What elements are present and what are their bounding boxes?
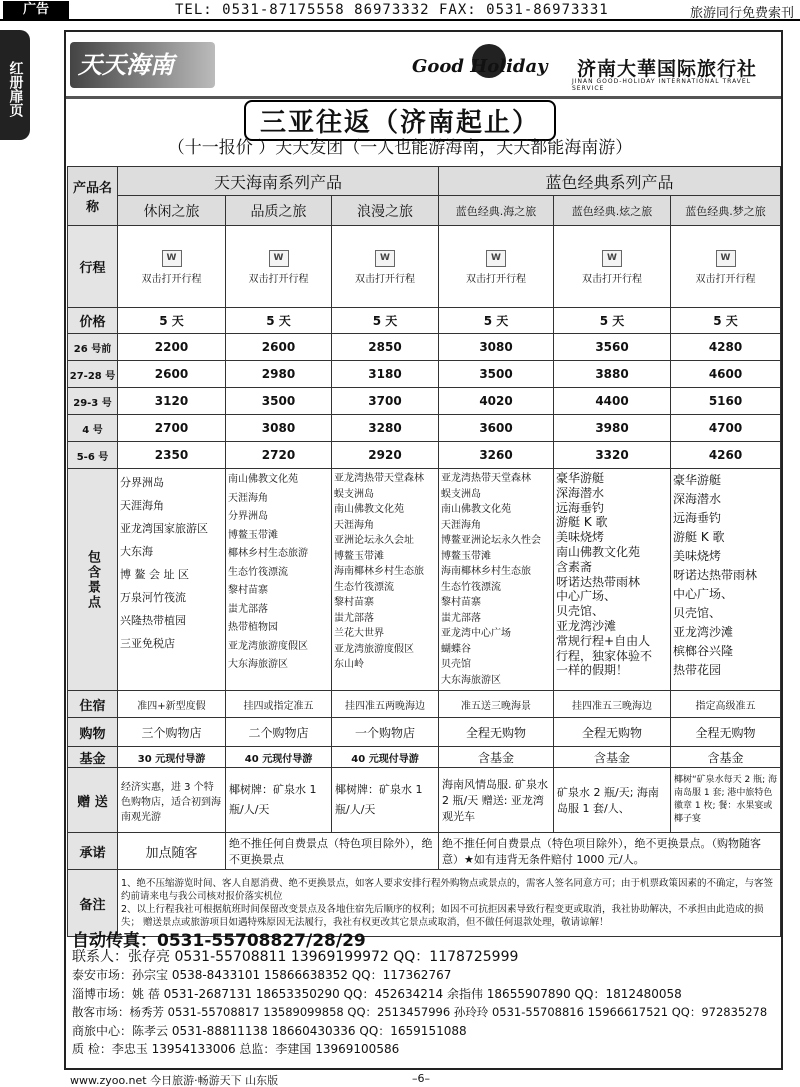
price-cell: 2350 [118, 442, 226, 469]
page-title-text: 三亚往返（济南起止） [244, 100, 556, 141]
index-label: 旅游同行免费索刊 [689, 6, 794, 21]
stay-cell: 指定高级准五 [671, 691, 781, 718]
spot-item: 美味烧烤 [556, 530, 605, 545]
price-cell: 3180 [332, 361, 439, 388]
price-cell: 3980 [554, 415, 671, 442]
spot-item: 天涯海角 [441, 519, 482, 531]
spot-item: 椰林乡村生态旅游 [228, 548, 308, 559]
row-header: 基金 [68, 747, 118, 768]
spot-item: 亚龙湾热带天堂森林 [334, 473, 424, 484]
product-name: 蓝色经典.海之旅 [439, 196, 554, 226]
duration-cell: 5 天 [118, 308, 226, 334]
contact-line: 淄博市场：姚 蓓 0531-2687131 18653350290 QQ：452634214 余指伟 18655907890 QQ：1812480058 [72, 986, 682, 1001]
doc-caption: 双击打开行程 [466, 273, 527, 285]
footer-site: www.zyoo.net 今日旅游·畅游天下 山东版 [70, 1074, 279, 1087]
group-header: 天天海南系列产品 [118, 167, 439, 196]
spot-item: 天涯海角 [334, 519, 374, 531]
spot-item: 贝壳馆、 [556, 604, 605, 619]
date-header: 27-28 号 [68, 361, 118, 388]
duration-cell: 5 天 [226, 308, 332, 334]
gift-cell: 矿泉水 2 瓶/天; 海南岛服 1 套/人、 [554, 768, 671, 833]
logo-english: Good Holiday [412, 56, 548, 77]
price-cell: 2600 [118, 361, 226, 388]
duration-cell: 5 天 [332, 308, 439, 334]
spot-item: 兴隆热带植园 [120, 614, 186, 627]
promise-cell: 绝不推任何自费景点（特色项目除外），绝不更换景点。（购物随客意）★如有违背无条件赔付 1000 元/人。 [439, 833, 781, 870]
spot-item: 分界洲岛 [228, 511, 268, 522]
price-cell: 2920 [332, 442, 439, 469]
price-cell: 3080 [439, 334, 554, 361]
good-holiday-logo [412, 40, 782, 90]
price-cell: 3260 [439, 442, 554, 469]
spot-item: 南山佛教文化苑 [441, 504, 512, 515]
spot-item: 蜈支洲岛 [334, 488, 374, 500]
ad-label: 广告 [3, 1, 69, 19]
itinerary-cell[interactable] [439, 226, 554, 308]
spot-item: 深海潜水 [556, 485, 605, 500]
spot-item: 东山岭 [334, 659, 364, 670]
spot-item: 行程，独家体验不 [556, 648, 653, 663]
spots-cell [118, 469, 226, 691]
spot-item: 生态竹筏漂流 [334, 581, 394, 593]
divider [66, 96, 781, 99]
contact-line: 泰安市场：孙宗宝 0538-8433101 15866638352 QQ：117362767 [72, 968, 452, 983]
spot-item: 蜈支洲岛 [441, 488, 482, 500]
stay-cell: 挂四准五三晚海边 [554, 691, 671, 718]
itinerary-cell[interactable] [671, 226, 781, 308]
spots-cell [671, 469, 781, 691]
price-cell: 2850 [332, 334, 439, 361]
price-cell: 3280 [332, 415, 439, 442]
itinerary-cell[interactable] [332, 226, 439, 308]
row-header: 承诺 [68, 833, 118, 870]
logo-subtitle: JINAN GOOD-HOLIDAY INTERNATIONAL TRAVEL SERVICE [572, 78, 752, 92]
date-header: 4 号 [68, 415, 118, 442]
price-cell: 3320 [554, 442, 671, 469]
doc-caption: 双击打开行程 [355, 273, 415, 285]
spot-item: 蚩尤部落 [441, 612, 482, 624]
corner-header: 产品名称 [68, 167, 118, 226]
gift-cell: 椰树牌：矿泉水 1 瓶/人/天 [332, 768, 439, 833]
spot-item: 天涯海角 [120, 499, 164, 512]
spot-item: 大东海旅游区 [228, 659, 288, 670]
spot-item: 黎村苗寨 [228, 585, 268, 596]
spots-cell [226, 469, 332, 691]
price-cell: 4600 [671, 361, 781, 388]
remark-line: 1、绝不压缩游览时间、客人自愿消费、绝不更换景点，如客人要求安排行程外购物点或景点的，需客人签名同意方可；由于机票政策因素的不确定，与客签约前请来电与我公司核对报价落实机位 [121, 878, 774, 902]
spot-item: 呀诺达热带雨林 [556, 574, 641, 589]
footer [0, 1071, 800, 1087]
spot-item: 亚龙湾国家旅游区 [120, 522, 208, 535]
spot-item: 博鳌亚洲论坛永久性会 [441, 535, 542, 546]
price-cell: 3120 [118, 388, 226, 415]
spot-item: 亚龙湾热带天堂森林 [441, 473, 532, 484]
shop-cell: 二个购物店 [226, 718, 332, 747]
price-cell: 4020 [439, 388, 554, 415]
spot-item: 亚龙湾中心广场 [441, 628, 512, 639]
price-cell: 3880 [554, 361, 671, 388]
price-cell: 2720 [226, 442, 332, 469]
price-cell: 3080 [226, 415, 332, 442]
fund-cell: 30 元现付导游 [118, 747, 226, 768]
price-cell: 4260 [671, 442, 781, 469]
duration-cell: 5 天 [554, 308, 671, 334]
spot-item: 南山佛教文化苑 [228, 474, 298, 485]
doc-caption: 双击打开行程 [695, 273, 756, 285]
price-cell: 2980 [226, 361, 332, 388]
spot-item: 分界洲岛 [120, 476, 164, 489]
spot-item: 豪华游艇 [673, 473, 722, 487]
product-name: 浪漫之旅 [332, 196, 439, 226]
spot-item: 万泉河竹筏流 [120, 591, 186, 604]
gift-cell: 椰树牌：矿泉水 1 瓶/人/天 [226, 768, 332, 833]
promise-cell: 加点随客 [118, 833, 226, 870]
word-doc-icon[interactable]: W [162, 250, 182, 267]
word-doc-icon[interactable]: W [375, 250, 395, 267]
spot-item: 常规行程+自由人 [556, 633, 651, 648]
row-header: 行程 [68, 226, 118, 308]
duration-cell: 5 天 [671, 308, 781, 334]
product-name: 蓝色经典.炫之旅 [554, 196, 671, 226]
remark-line: 2、以上行程我社可根据航班时间保留改变景点及各地住宿先后顺序的权利；如因不可抗拒因素导致行程变更或取消，我社协助解决，不承担由此造成的损失； 赠送景点或旅游项目如遇特殊原因无法履行，我社有权更改其它景点或取消，但不做任何退款处理，敬请谅解！ [121, 904, 764, 928]
itinerary-cell[interactable] [554, 226, 671, 308]
word-doc-icon[interactable]: W [602, 250, 622, 267]
spots-cell [439, 469, 554, 691]
auto-fax: 自动传真：0531-55708827/28/29 [72, 931, 366, 951]
group-header: 蓝色经典系列产品 [439, 167, 781, 196]
top-bar [0, 0, 800, 21]
fund-cell: 含基金 [671, 747, 781, 768]
spot-item: 博鳌玉带滩 [441, 550, 492, 562]
stay-cell: 挂四或指定准五 [226, 691, 332, 718]
row-header: 赠 送 [68, 768, 118, 833]
shop-cell: 一个购物店 [332, 718, 439, 747]
shop-cell: 全程无购物 [439, 718, 554, 747]
fund-cell: 40 元现付导游 [226, 747, 332, 768]
spot-item: 黎村苗寨 [441, 597, 482, 608]
spot-item: 中心广场、 [673, 587, 734, 601]
side-tab: 红册扉页 [0, 30, 30, 140]
contact-line: 质 检：李忠玉 13954133006 总监：李建国 13969100586 [72, 1042, 400, 1057]
spot-item: 贝壳馆 [441, 659, 472, 670]
spot-item: 槟榔谷兴隆 [673, 644, 734, 658]
word-doc-icon[interactable]: W [486, 250, 506, 267]
doc-caption: 双击打开行程 [582, 273, 643, 285]
contact-line: 商旅中心：陈孝云 0531-88811138 18660430336 QQ：1659151088 [72, 1023, 467, 1038]
fund-cell: 含基金 [439, 747, 554, 768]
spot-item: 一样的假期！ [556, 663, 629, 678]
gift-cell: 经济实惠，进 3 个特色购物店，适合初到海南观光游 [118, 768, 226, 833]
product-table [67, 166, 781, 937]
spot-item: 兰花大世界 [334, 628, 384, 639]
price-cell: 2700 [118, 415, 226, 442]
spot-item: 蚩尤部落 [228, 603, 268, 615]
spot-item: 豪华游艇 [556, 471, 605, 485]
price-cell: 4400 [554, 388, 671, 415]
logo-chinese: 济南大華国际旅行社 [577, 58, 758, 80]
subtitle: （十一报价 ）天天发团（一人也能游海南，天天都能海南游） [167, 138, 633, 158]
spot-item: 海南椰林乡村生态旅 [441, 566, 532, 577]
promise-cell: 绝不推任何自费景点（特色项目除外），绝不更换景点 [226, 833, 439, 870]
spot-item: 南山佛教文化苑 [334, 504, 404, 515]
price-cell: 3600 [439, 415, 554, 442]
row-header: 备注 [68, 870, 118, 937]
spot-item: 黎村苗寨 [334, 597, 374, 608]
spot-item: 远海垂钓 [556, 500, 605, 515]
price-cell: 3500 [226, 388, 332, 415]
spot-item: 蚩尤部落 [334, 612, 374, 624]
word-doc-icon[interactable]: W [716, 250, 736, 267]
date-header: 5-6 号 [68, 442, 118, 469]
price-cell: 4280 [671, 334, 781, 361]
price-cell: 4700 [671, 415, 781, 442]
spot-item: 海南椰林乡村生态旅 [334, 566, 424, 577]
product-name: 品质之旅 [226, 196, 332, 226]
gift-cell: 海南风情岛服. 矿泉水 2 瓶/天 赠送: 亚龙湾观光车 [439, 768, 554, 833]
spot-item: 三亚免税店 [120, 637, 175, 650]
spot-item: 贝壳馆、 [673, 606, 722, 620]
stay-cell: 准四+新型度假 [118, 691, 226, 718]
stay-cell: 准五送三晚海景 [439, 691, 554, 718]
doc-caption: 双击打开行程 [141, 273, 202, 285]
spot-item: 热带植物园 [228, 622, 278, 633]
spot-item: 游艇 K 歌 [673, 530, 725, 544]
shop-cell: 全程无购物 [671, 718, 781, 747]
spot-item: 亚龙湾旅游度假区 [228, 640, 308, 652]
fund-cell: 含基金 [554, 747, 671, 768]
spot-item: 热带花园 [673, 663, 722, 677]
spot-item: 生态竹筏漂流 [441, 581, 502, 593]
spot-item: 亚洲论坛永久会址 [334, 535, 414, 546]
spot-item: 亚龙湾沙滩 [673, 625, 734, 639]
spot-item: 美味烧烤 [673, 549, 722, 563]
row-header: 包含景点 [68, 469, 118, 691]
spot-item: 南山佛教文化苑 [556, 544, 641, 559]
spot-item: 大东海旅游区 [441, 674, 502, 686]
fund-cell: 40 元现付导游 [332, 747, 439, 768]
row-header: 购物 [68, 718, 118, 747]
word-doc-icon[interactable]: W [269, 250, 289, 267]
spot-item: 天涯海角 [228, 492, 268, 504]
spot-item: 博鳌玉带滩 [334, 550, 384, 562]
tiantian-hainan-logo: 天天海南 [70, 42, 215, 88]
doc-caption: 双击打开行程 [248, 273, 309, 285]
contact-line: 联系人：张存亮 0531-55708811 13969199972 QQ：1178725999 [72, 949, 519, 965]
spot-item: 亚龙湾旅游度假区 [334, 643, 414, 655]
price-cell: 2600 [226, 334, 332, 361]
stay-cell: 挂四准五两晚海边 [332, 691, 439, 718]
price-cell: 3700 [332, 388, 439, 415]
spot-item: 博鳌玉带滩 [228, 529, 278, 541]
spot-item: 呀诺达热带雨林 [673, 568, 758, 582]
date-header: 26 号前 [68, 334, 118, 361]
spots-cell [332, 469, 439, 691]
spot-item: 蝴蝶谷 [441, 643, 472, 655]
duration-cell: 5 天 [439, 308, 554, 334]
spot-item: 游艇 K 歌 [556, 515, 608, 530]
shop-cell: 全程无购物 [554, 718, 671, 747]
spots-cell [554, 469, 671, 691]
spot-item: 亚龙湾沙滩 [556, 618, 617, 633]
price-cell: 2200 [118, 334, 226, 361]
spot-item: 大东海 [120, 545, 153, 558]
itinerary-cell[interactable] [118, 226, 226, 308]
gift-cell: 椰树“矿泉水每天 2 瓶; 海南岛服 1 套; 港中旅特色徽章 1 枚; 餐：水果宴或椰子宴 [671, 768, 781, 833]
product-name: 休闲之旅 [118, 196, 226, 226]
product-name: 蓝色经典.梦之旅 [671, 196, 781, 226]
page-number: –6– [412, 1072, 430, 1085]
shop-cell: 三个购物店 [118, 718, 226, 747]
spot-item: 含素斋 [556, 559, 593, 574]
row-header: 价格 [68, 308, 118, 334]
spot-item: 远海垂钓 [673, 511, 722, 525]
spot-item: 中心广场、 [556, 589, 617, 604]
spot-item: 博 鳌 会 址 区 [120, 568, 189, 581]
contact-line: 散客市场：杨秀芳 0531-55708817 13589099858 QQ：2513457996 孙玲玲 0531-55708816 15966617521 QQ：972835278 [72, 1005, 768, 1020]
spot-item: 深海潜水 [673, 492, 722, 506]
price-cell: 3560 [554, 334, 671, 361]
itinerary-cell[interactable] [226, 226, 332, 308]
contact-list [72, 948, 767, 1058]
spot-item: 生态竹筏漂流 [228, 566, 288, 578]
price-cell: 5160 [671, 388, 781, 415]
price-cell: 3500 [439, 361, 554, 388]
header-contact: TEL: 0531-87175558 86973332 FAX: 0531-86973331 [175, 2, 609, 18]
date-header: 29-3 号 [68, 388, 118, 415]
row-header: 住宿 [68, 691, 118, 718]
